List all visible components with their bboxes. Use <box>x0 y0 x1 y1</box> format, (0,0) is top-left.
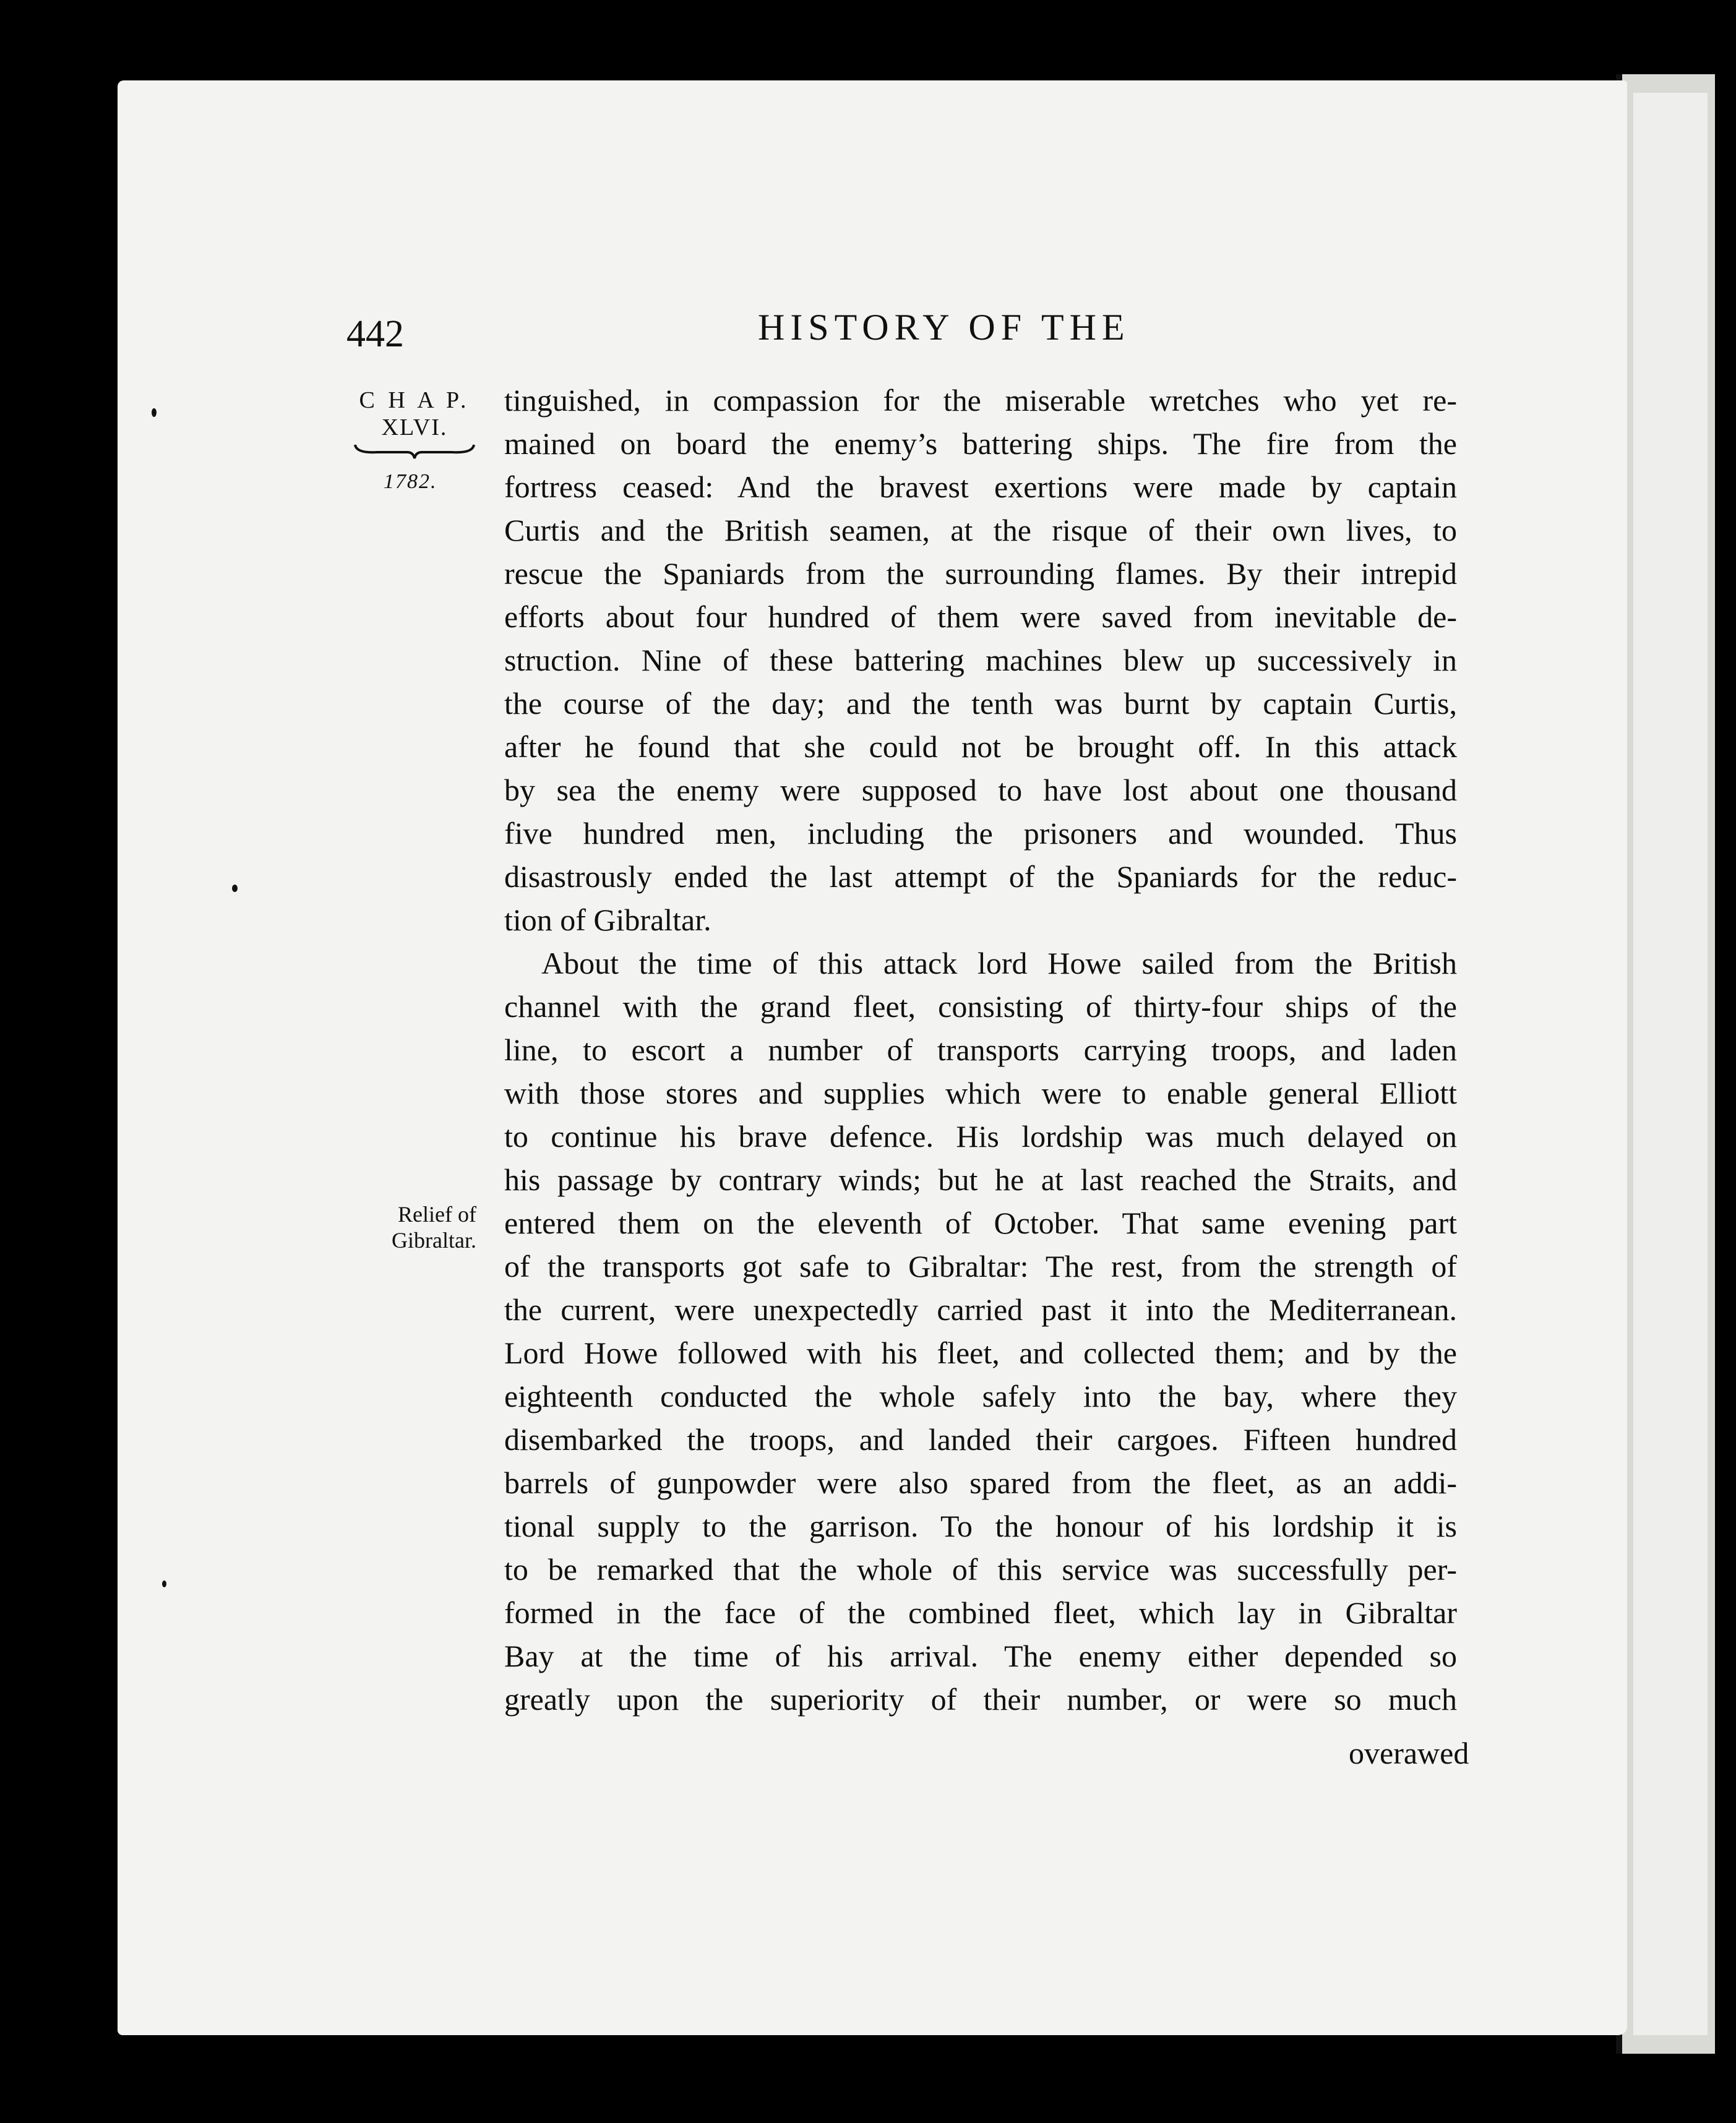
margin-note-line: Gibraltar. <box>392 1228 476 1253</box>
text-line: line, to escort a number of transports carrying troops, and laden <box>504 1032 1457 1067</box>
chapter-number: XLVI. <box>381 414 448 440</box>
adjacent-page-strip <box>1633 93 1708 2035</box>
margin-note-relief <box>359 1201 476 1253</box>
text-line: disembarked the troops, and landed their cargoes. Fifteen hundred <box>504 1422 1457 1457</box>
text-line: rescue the Spaniards from the surrounding flames. By their intrepid <box>504 556 1457 591</box>
text-line: tional supply to the garrison. To the honour of his lordship it is <box>504 1509 1457 1543</box>
running-head <box>346 307 1590 362</box>
text-line: disastrously ended the last attempt of the Spaniards for the reduc- <box>504 859 1457 894</box>
text-line: tinguished, in compassion for the miserable wretches who yet re- <box>504 383 1457 418</box>
text-line: his passage by contrary winds; but he at last reached the Straits, and <box>504 1162 1457 1197</box>
text-line: the course of the day; and the tenth was burnt by captain Curtis, <box>504 686 1457 721</box>
chapter-label: C H A P. <box>359 387 470 413</box>
text-line: fortress ceased: And the bravest exertions were made by captain <box>504 470 1457 504</box>
ink-speck <box>152 408 157 417</box>
text-line: channel with the grand fleet, consisting of thirty-four ships of the <box>504 989 1457 1024</box>
margin-year: 1782. <box>384 470 437 493</box>
text-line: five hundred men, including the prisoners and wounded. Thus <box>504 816 1457 851</box>
text-line: About the time of this attack lord Howe sailed from the British <box>541 946 1457 980</box>
ink-speck <box>162 1580 166 1587</box>
text-line: efforts about four hundred of them were saved from inevitable de- <box>504 599 1457 634</box>
text-line: struction. Nine of these battering machines blew up successively in <box>504 643 1457 677</box>
text-line: to be remarked that the whole of this service was successfully per- <box>504 1552 1457 1587</box>
text-line: greatly upon the superiority of their number, or were so much <box>504 1682 1457 1717</box>
text-line: with those stores and supplies which were to enable general Elliott <box>504 1076 1457 1110</box>
body-text <box>504 379 1457 1721</box>
catchword: overawed <box>1349 1736 1469 1770</box>
text-line: to continue his brave defence. His lordship was much delayed on <box>504 1119 1457 1154</box>
text-line: mained on board the enemy’s battering ships. The fire from the <box>504 426 1457 461</box>
text-line: barrels of gunpowder were also spared from the fleet, as an addi- <box>504 1465 1457 1500</box>
running-title: HISTORY OF THE <box>758 307 1130 348</box>
text-line: the current, were unexpectedly carried past it into the Mediterranean. <box>504 1292 1457 1327</box>
brace-ornament-icon <box>353 442 476 461</box>
text-line: tion of Gibraltar. <box>504 903 711 937</box>
text-line: eighteenth conducted the whole safely into the bay, where they <box>504 1379 1457 1413</box>
text-line: Lord Howe followed with his fleet, and collected them; and by the <box>504 1336 1457 1370</box>
text-line: of the transports got safe to Gibraltar: The rest, from the strength of <box>504 1249 1457 1284</box>
chapter-marker <box>346 387 483 461</box>
text-line: Bay at the time of his arrival. The enemy either depended so <box>504 1639 1457 1673</box>
margin-note-line: Relief of <box>398 1202 476 1227</box>
ink-speck <box>232 885 238 892</box>
text-line: formed in the face of the combined fleet, which lay in Gibraltar <box>504 1595 1457 1630</box>
text-line: after he found that she could not be brought off. In this attack <box>504 729 1457 764</box>
page-number: 442 <box>346 313 404 355</box>
text-line: Curtis and the British seamen, at the risque of their own lives, to <box>504 513 1457 547</box>
text-line: by sea the enemy were supposed to have lost about one thousand <box>504 773 1457 807</box>
text-line: entered them on the eleventh of October. That same evening part <box>504 1206 1457 1240</box>
